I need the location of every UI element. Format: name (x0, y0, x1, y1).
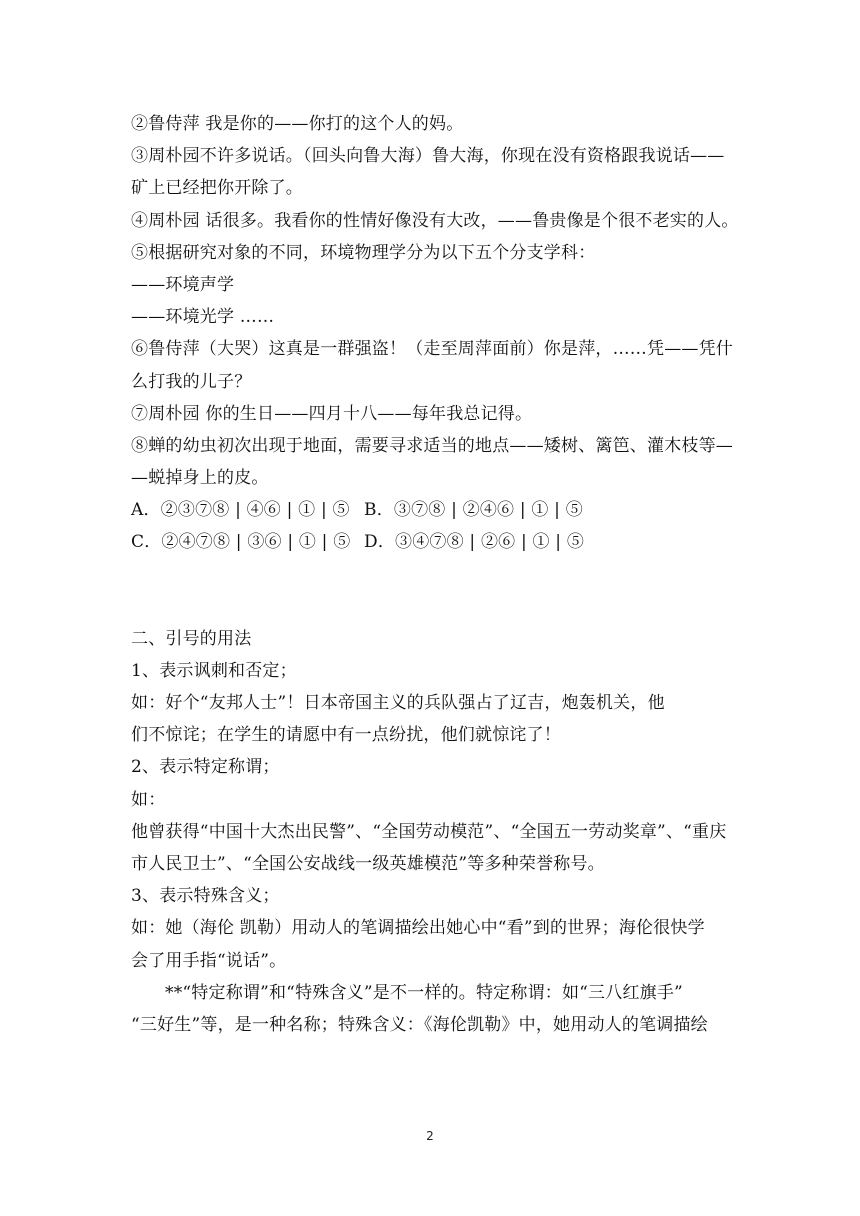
question-line: ⑦周朴园 你的生日——四月十八——每年我总记得。 (131, 403, 533, 424)
section-line: 3、表示特殊含义； (131, 886, 280, 907)
answer-option-a: A．②③⑦⑧ | ④⑥ | ① | ⑤ (131, 500, 350, 521)
section-heading: 二、引号的用法 (131, 628, 252, 649)
section-spacer (131, 559, 733, 623)
question-line: —蜕掉身上的皮。 (131, 468, 269, 489)
question-line: ②鲁侍萍 我是你的——你打的这个人的妈。 (131, 114, 464, 134)
answer-options-row (131, 494, 733, 526)
section-line: 他曾获得“中国十大杰出民警”、“全国劳动模范”、“全国五一劳动奖章”、“重庆 (131, 821, 727, 842)
body-text (131, 108, 739, 1041)
section-line: 如：好个“友邦人士”！日本帝国主义的兵队强占了辽吉，炮轰机关，他 (131, 693, 665, 713)
question-line: ——环境光学 …… (131, 307, 275, 328)
section-line: 2、表示特定称谓； (131, 757, 280, 778)
page-number: 2 (426, 1129, 434, 1143)
answer-options-row (131, 526, 733, 558)
section-line: 1、表示讽刺和否定； (131, 660, 297, 681)
note-line: “三好生”等，是一种名称；特殊含义：《海伦凯勒》中，她用动人的笔调描绘 (131, 1014, 708, 1035)
question-line: 么打我的儿子？ (131, 371, 252, 392)
question-line: ③周朴园不许多说话。（回头向鲁大海）鲁大海，你现在没有资格跟我说话—— (131, 146, 725, 167)
section-line: 们不惊诧；在学生的请愿中有一点纷扰，他们就惊诧了！ (131, 725, 561, 746)
question-line: ⑥鲁侍萍（大哭）这真是一群强盗！（走至周萍面前）你是萍，……凭——凭什 (131, 339, 733, 360)
section-line: 如： (131, 789, 166, 810)
answer-option-c: C．②④⑦⑧ | ③⑥ | ① | ⑤ (131, 532, 351, 553)
question-line: 矿上已经把你开除了。 (131, 178, 303, 199)
question-line: ⑤根据研究对象的不同，环境物理学分为以下五个分支学科： (131, 242, 596, 263)
question-line: ——环境声学 (131, 274, 235, 295)
question-line: ④周朴园 话很多。我看你的性情好像没有大改，——鲁贵像是个很不老实的人。 (131, 210, 739, 231)
question-line: ⑧蝉的幼虫初次出现于地面，需要寻求适当的地点——矮树、篱笆、灌木枝等— (131, 435, 733, 456)
note-line: **“特定称谓”和“特殊含义”是不一样的。特定称谓：如“三八红旗手” (165, 982, 683, 1003)
answer-option-d: D．③④⑦⑧ | ②⑥ | ① | ⑤ (364, 532, 585, 553)
answer-option-b: B．③⑦⑧ | ②④⑥ | ① | ⑤ (364, 500, 583, 521)
section-line: 如：她（海伦 凯勒）用动人的笔调描绘出她心中“看”到的世界；海伦很快学 (131, 918, 705, 939)
section-line: 市人民卫士”、“全国公安战线一级英雄模范”等多种荣誉称号。 (131, 853, 605, 874)
section-line: 会了用手指“说话”。 (131, 950, 287, 971)
